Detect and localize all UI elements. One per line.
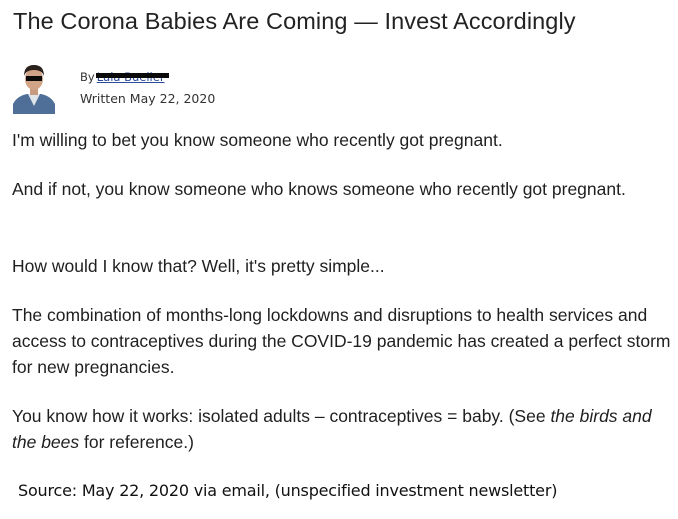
paragraph-5-end: for reference.) <box>79 432 194 452</box>
paragraph-4: The combination of months-long lockdowns and disruptions to health services and access to contraceptives during the COVID-19 pandemic has created a perfect storm for new pregnancies. <box>12 305 671 377</box>
paragraph-5 <box>12 403 672 455</box>
author-link[interactable] <box>97 70 165 84</box>
source-note: Source: May 22, 2020 via email, (unspecified investment newsletter) <box>18 481 558 500</box>
byline <box>80 70 165 84</box>
paragraph-5-italic: the birds and the bees <box>12 406 652 452</box>
redaction-bar <box>96 73 169 78</box>
paragraph-3: How would I know that? Well, it's pretty simple... <box>12 256 385 276</box>
paragraph-2: And if not, you know someone who knows someone who recently got pregnant. <box>12 179 626 199</box>
paragraph-5-text: You know how it works: isolated adults – contraceptives = baby. (See <box>12 406 551 426</box>
byline-prefix: By <box>80 70 95 84</box>
paragraph-1: I'm willing to bet you know someone who recently got pregnant. <box>12 130 503 150</box>
written-date: Written May 22, 2020 <box>80 91 216 106</box>
author-avatar <box>13 62 55 114</box>
article-title: The Corona Babies Are Coming — Invest Accordingly <box>13 8 576 34</box>
